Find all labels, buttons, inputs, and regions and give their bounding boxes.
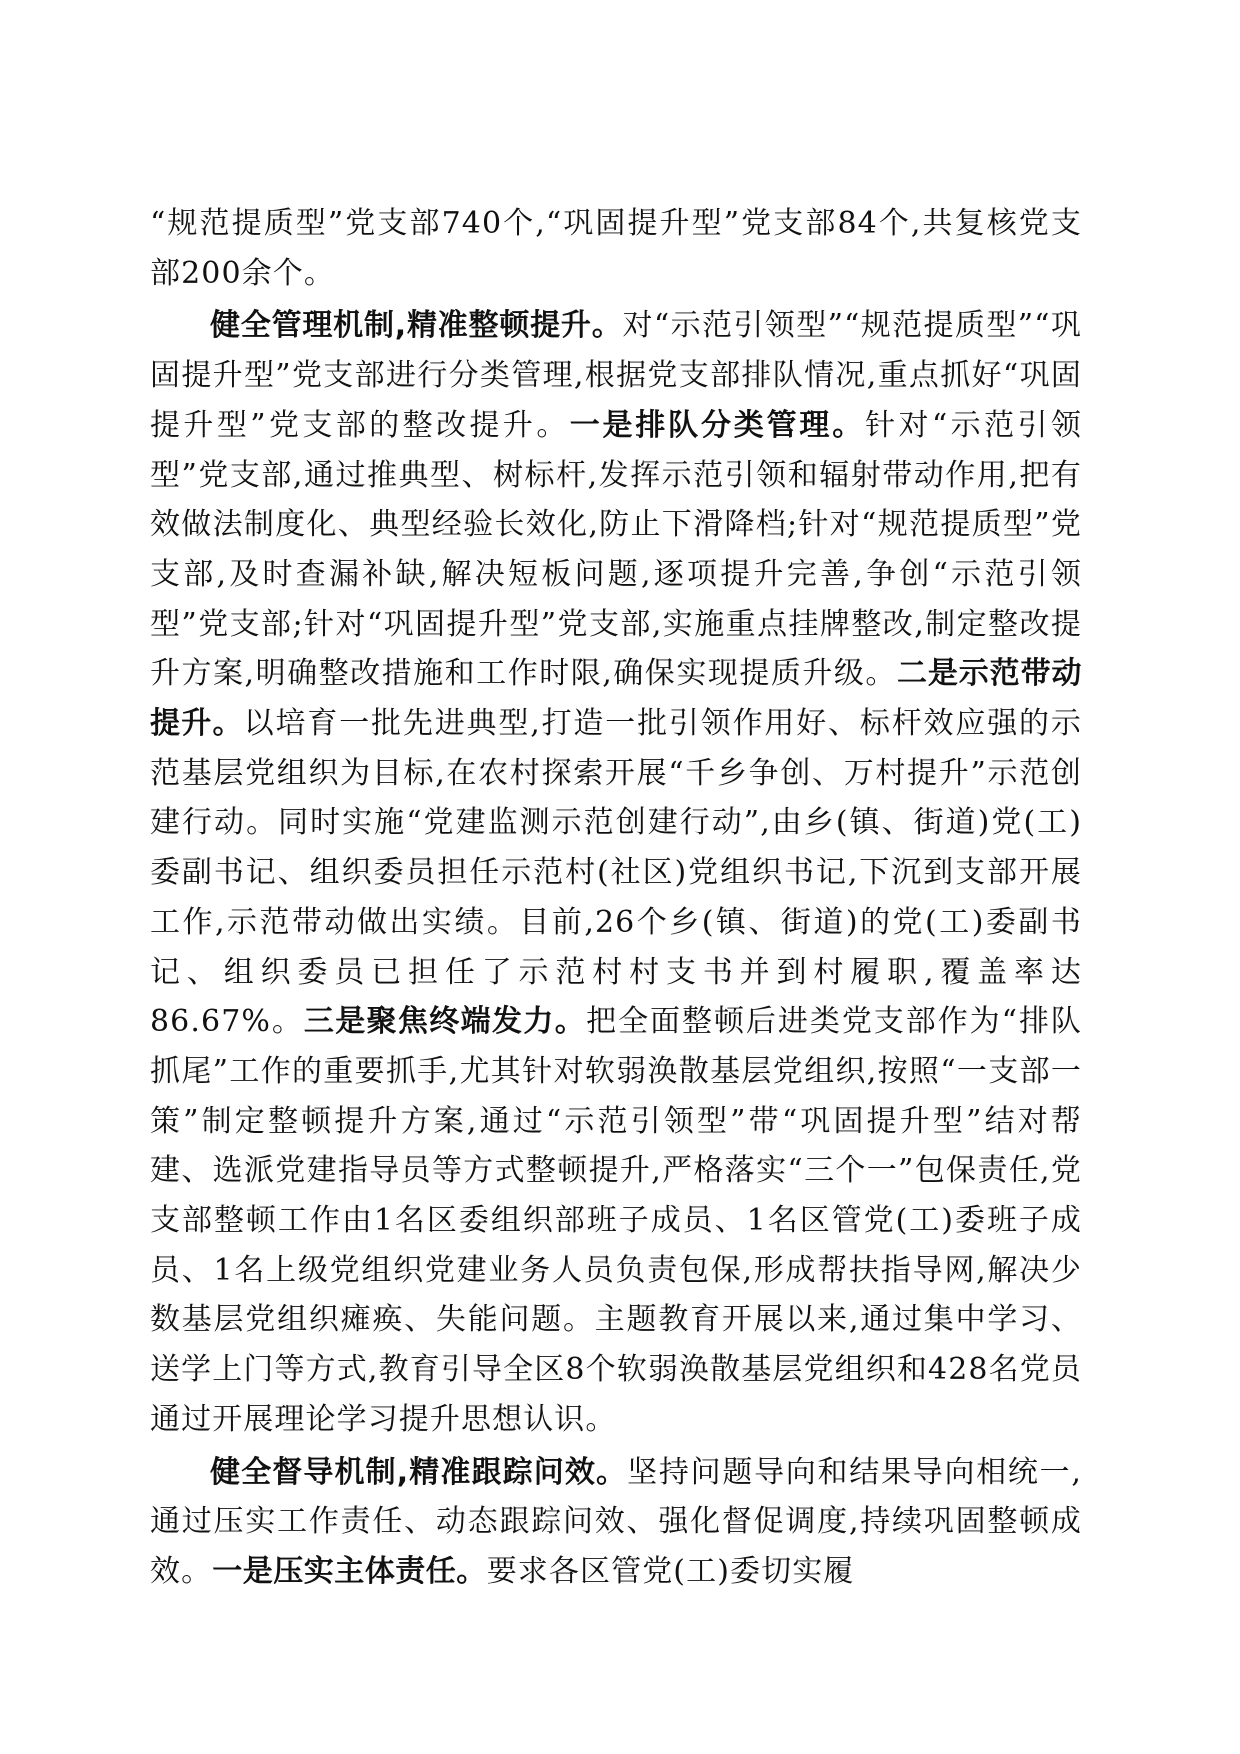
point-heading: 三是聚焦终端发力。 bbox=[303, 1004, 587, 1040]
paragraph-text: 坚持问题导向和结果导向相统一,通过压实工作责任、动态跟踪问效、强化督促调度,持续巩固整顿成效。 bbox=[150, 1454, 1082, 1589]
paragraph-continuation bbox=[150, 199, 1082, 298]
paragraph-text: “规范提质型”党支部740个,“巩固提升型”党支部84个,共复核党支部200余个。 bbox=[150, 206, 1082, 291]
document-body bbox=[150, 199, 1082, 1597]
paragraph-management-mechanism bbox=[150, 301, 1082, 1444]
section-heading: 健全督导机制,精准跟踪问效。 bbox=[210, 1454, 628, 1490]
point-heading: 一是压实主体责任。 bbox=[212, 1553, 487, 1589]
paragraph-text: 针对“示范引领型”党支部,通过推典型、树标杆,发挥示范引领和辐射带动作用,把有效做法制度化、典型经验长效化,防止下滑降档;针对“规范提质型”党支部,及时查漏补缺,解决短板问题,逐项提升完善,争创“示范引领型”党支部;针对“巩固提升型”党支部,实施重点挂牌整改,制定整改提升方案,明确整改措施和工作时限,确保实现提质升级。 bbox=[150, 407, 1083, 692]
section-heading: 健全管理机制,精准整顿提升。 bbox=[210, 308, 623, 344]
paragraph-text: 对“示范引领型”“规范提质型”“巩固提升型”党支部进行分类管理,根据党支部排队情况,重点抓好“巩固提升型”党支部的整改提升。 bbox=[150, 308, 1082, 443]
paragraph-supervision-mechanism bbox=[150, 1448, 1082, 1597]
paragraph-text: 把全面整顿后进类党支部作为“排队抓尾”工作的重要抓手,尤其针对软弱涣散基层党组织,按照“一支部一策”制定整顿提升方案,通过“示范引领型”带“巩固提升型”结对帮建、选派党建指导员等方式整顿提升,严格落实“三个一”包保责任,党支部整顿工作由1名区委组织部班子成员、1名区管党(工)委班子成员、1名上级党组织党建业务人员负责包保,形成帮扶指导网,解决少数基层党组织瘫痪、失能问题。主题教育开展以来,通过集中学习、送学上门等方式,教育引导全区8个软弱涣散基层党组织和428名党员通过开展理论学习提升思想认识。 bbox=[150, 1004, 1083, 1437]
paragraph-text: 以培育一批先进典型,打造一批引领作用好、标杆效应强的示范基层党组织为目标,在农村探索开展“千乡争创、万村提升”示范创建行动。同时实施“党建监测示范创建行动”,由乡(镇、街道)党(工)委副书记、组织委员担任示范村(社区)党组织书记,下沉到支部开展工作,示范带动做出实绩。目前,26个乡(镇、街道)的党(工)委副书记、组织委员已担任了示范村村支书并到村履职,覆盖率达86.67%。 bbox=[150, 706, 1082, 1040]
paragraph-text: 要求各区管党(工)委切实履 bbox=[486, 1553, 855, 1589]
point-heading: 二是示范带动提升。 bbox=[150, 656, 1083, 742]
point-heading: 一是排队分类管理。 bbox=[569, 407, 866, 443]
